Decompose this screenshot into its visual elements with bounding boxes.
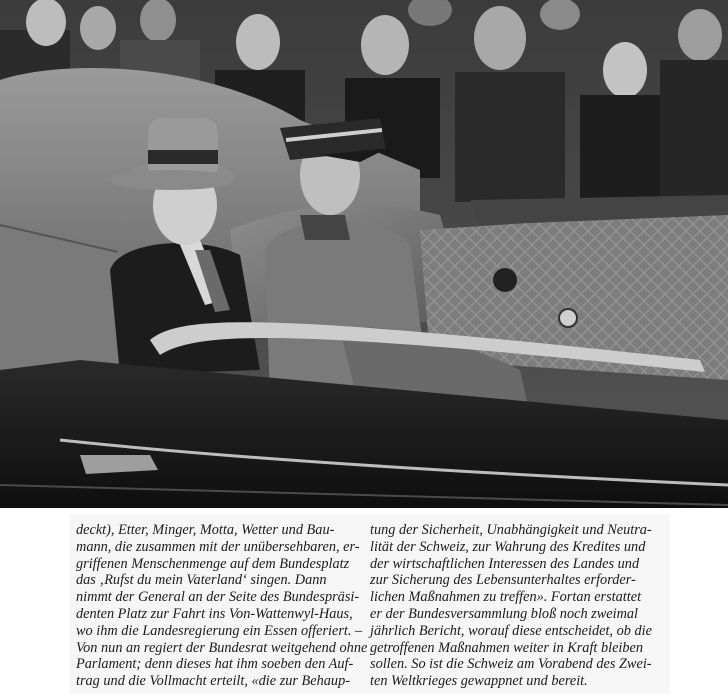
article-left-column — [76, 522, 367, 690]
door-knob — [493, 268, 517, 292]
text-line: das ‚Rufst du mein Vaterland‘ singen. Dann — [76, 572, 327, 589]
text-line: nimmt der General an der Seite des Bundespräsi- — [76, 589, 360, 606]
text-line: griffenen Menschenmenge auf dem Bundesplatz — [76, 555, 350, 572]
text-line: er der Bundesversammlung bloß noch zweimal — [370, 605, 639, 622]
text-line: trag und die Vollmacht erteilt, «die zur Behaup- — [76, 673, 350, 690]
text-line: zur Sicherung des Lebensunterhaltes erforder- — [370, 572, 636, 589]
text-line: lität der Schweiz, zur Wahrung des Kredites und — [370, 538, 646, 555]
text-line: sollen. So ist die Schweiz am Vorabend des Zwei- — [370, 656, 652, 673]
text-line: getroffenen Maßnahmen weiter in Kraft bleiben — [370, 639, 644, 656]
article-text-block — [70, 514, 670, 694]
text-line: deckt), Etter, Minger, Motta, Wetter und Bau- — [76, 522, 335, 538]
text-line: lichen Maßnahmen zu treffen». Fortan erstattet — [370, 589, 642, 606]
text-line: tung der Sicherheit, Unabhängigkeit und Neutra- — [370, 522, 652, 538]
door-handle — [559, 309, 577, 327]
text-line: der wirtschaftlichen Interessen des Landes und — [370, 555, 640, 572]
text-line: jährlich Bericht, worauf diese entscheidet, ob die — [370, 622, 652, 639]
text-line: wo ihm die Landesregierung ein Essen offeriert. – — [76, 622, 363, 639]
article-right-column — [370, 522, 652, 690]
text-line: denten Platz zur Fahrt ins Von-Wattenwyl-Haus, — [76, 605, 353, 622]
text-line: Von nun an regiert der Bundesrat weitgehend ohne — [76, 639, 368, 656]
text-line: ten Weltkrieges gewappnet und bereit. — [370, 673, 588, 690]
text-line: mann, die zusammen mit der unübersehbaren, er- — [76, 538, 360, 555]
text-line: Parlament; denn dieses hat ihm soeben den Auf- — [76, 656, 354, 673]
